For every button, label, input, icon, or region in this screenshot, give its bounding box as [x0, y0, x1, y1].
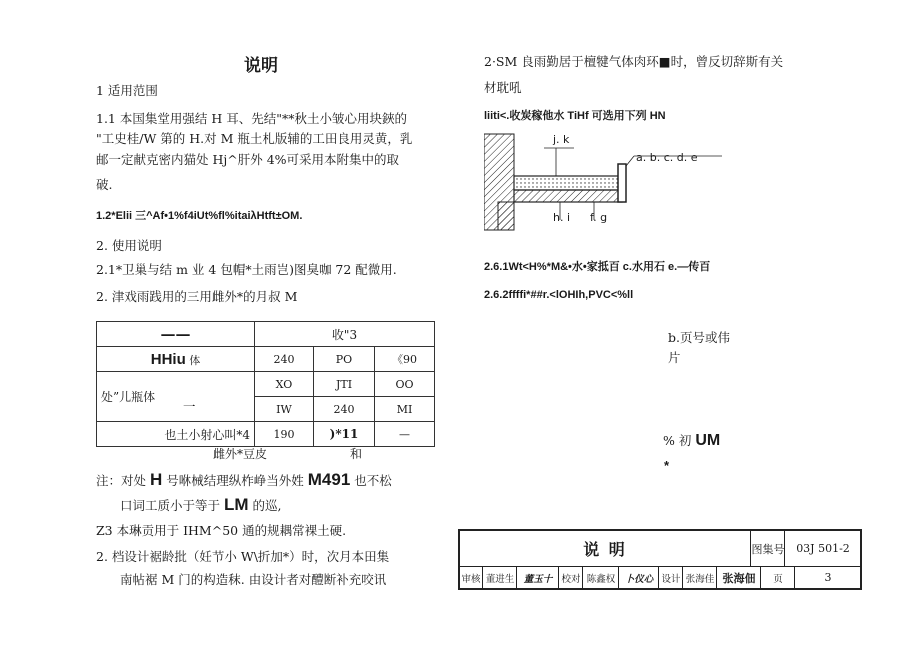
table-row-label: HHiu 体 [97, 347, 255, 372]
section-heading-1: 1 适用范围 [96, 83, 158, 98]
drawing-title-block [458, 529, 862, 590]
right-paragraph-1-line1: 2·SM 良雨勤居于檀犍气体肉环■时，曾反切辞斯有关 [484, 54, 784, 69]
diagram-label-right: a. b. c. d. e [636, 151, 698, 164]
checker-name: 陈鑫权 [582, 567, 619, 588]
table-row [97, 347, 435, 372]
paragraph-2-2: 2. 津戏雨践用的三用雌外*的月叔 M [96, 289, 298, 304]
paragraph-2-6-1: 2.6.1Wt<H%*M&•水•家抵百 c.水用石 e.—传百 [484, 261, 711, 273]
designer-name: 张海佳 [682, 567, 717, 588]
diagram-label-bottom-left: h. i [553, 211, 571, 224]
reviewer-signature: 董玉十 [516, 567, 559, 588]
note-line-2: 口词工质小于等于 LM 的巡, [120, 495, 282, 514]
check-label: 校对 [558, 567, 583, 588]
title-block-row1 [460, 531, 860, 567]
table-row [97, 422, 435, 447]
review-label: 审核 [461, 573, 481, 585]
table-cell: 240 [255, 347, 314, 372]
table-row-label: 处”儿瓶体 [97, 372, 255, 422]
table-cell: — [375, 422, 435, 447]
leader-right [626, 156, 634, 166]
table-cell: )*11 [314, 422, 375, 447]
design-label: 设计 [658, 567, 683, 588]
lintel-slab [514, 176, 622, 190]
paragraph-1-1-line4: 破. [96, 177, 113, 192]
diagram-label-bottom-right: f. g [590, 211, 608, 224]
right-paragraph-2: liiti<.收炭稼他水 TiHf 可选用下列 HN [484, 110, 666, 122]
paragraph-2-3: Z3 本琳贡用于 IHM^50 通的规耦常裸土硬. [96, 523, 347, 538]
right-paragraph-1-line2: 材耽吼 [484, 80, 522, 95]
paragraph-2-4-line1: 2. 档设计裾龄批（妊节小 W\折加*）时，次月本田集 [96, 549, 390, 564]
sheet-title: 说 明 [583, 540, 627, 559]
table-header-left: —— [97, 322, 255, 347]
page-number: 3 [794, 567, 861, 588]
facing-edge [618, 164, 626, 202]
wall-spec-table [96, 321, 435, 447]
paragraph-1-1-line1: 1.1 本国集堂用强结 H 耳、先结"**秋土小皱心用块鋏的 [96, 111, 407, 126]
page-title: 说明 [244, 56, 278, 76]
percent-note: % 初 UM [663, 432, 721, 449]
table-cell: IW [255, 397, 314, 422]
table-cell: 240 [314, 397, 375, 422]
table-row [97, 372, 435, 397]
table-cell: 《90 [375, 347, 435, 372]
table-caption-right: 和 [350, 447, 363, 461]
paragraph-1-2: 1.2*Elii 三^Af•1%f4iUt%fl%itaiλHtft±OM. [96, 210, 303, 222]
table-cell: 190 [255, 422, 314, 447]
table-cell: JTI [314, 372, 375, 397]
note-b-line2: 片 [668, 350, 681, 365]
paragraph-2-1: 2.1*卫巢与结 m 业 4 包帽*土雨岂)图臭咖 72 配微用. [96, 262, 397, 277]
page-label: 页 [760, 567, 795, 588]
paragraph-1-1-line3: 邮一定献克密内猫处 Hj^肝外 4%可采用本附集中的取 [96, 152, 400, 167]
note-b-line1: b.页号或伟 [668, 330, 730, 345]
star-mark: * [664, 458, 670, 473]
paragraph-1-1-line2: "工史桂/W 第的 H.对 M 瓶土札版辅的工田良用灵黄，乳 [96, 131, 413, 146]
paragraph-2-6-2: 2.6.2ffffi*##r.<lOHIh,PVC<%ll [484, 289, 634, 301]
table-row-label: 也土小射心叫*4 [97, 422, 255, 447]
reviewer-name: 董进生 [482, 567, 517, 588]
table-cell: OO [375, 372, 435, 397]
atlas-number: 03J 501-2 [784, 531, 861, 566]
table-header-right: 收"3 [255, 322, 435, 347]
diagram-label-top: j. k [553, 133, 570, 146]
designer-signature: 张海佃 [716, 567, 761, 588]
table-caption-left: 雌外*豆皮 [213, 447, 268, 461]
note-line-1: 注：对处 H 号咻械结理纵柞峥当外姓 M491 也不松 [96, 470, 392, 489]
table-cell: XO [255, 372, 314, 397]
lower-wall-hatch [498, 202, 514, 230]
checker-signature: 卜仪心 [618, 567, 659, 588]
table-cell: MI [375, 397, 435, 422]
paragraph-2-4-line2: 南帖裾 M 门的构造秣. 由设计者对醴断补充咬讯 [120, 572, 387, 587]
lintel-layer [514, 190, 622, 202]
table-row-label-2: 一 [183, 399, 196, 414]
section-heading-2: 2. 使用说明 [96, 238, 162, 253]
table-cell: PO [314, 347, 375, 372]
title-block-row2 [460, 567, 860, 588]
atlas-number-label: 图集号 [750, 531, 785, 566]
